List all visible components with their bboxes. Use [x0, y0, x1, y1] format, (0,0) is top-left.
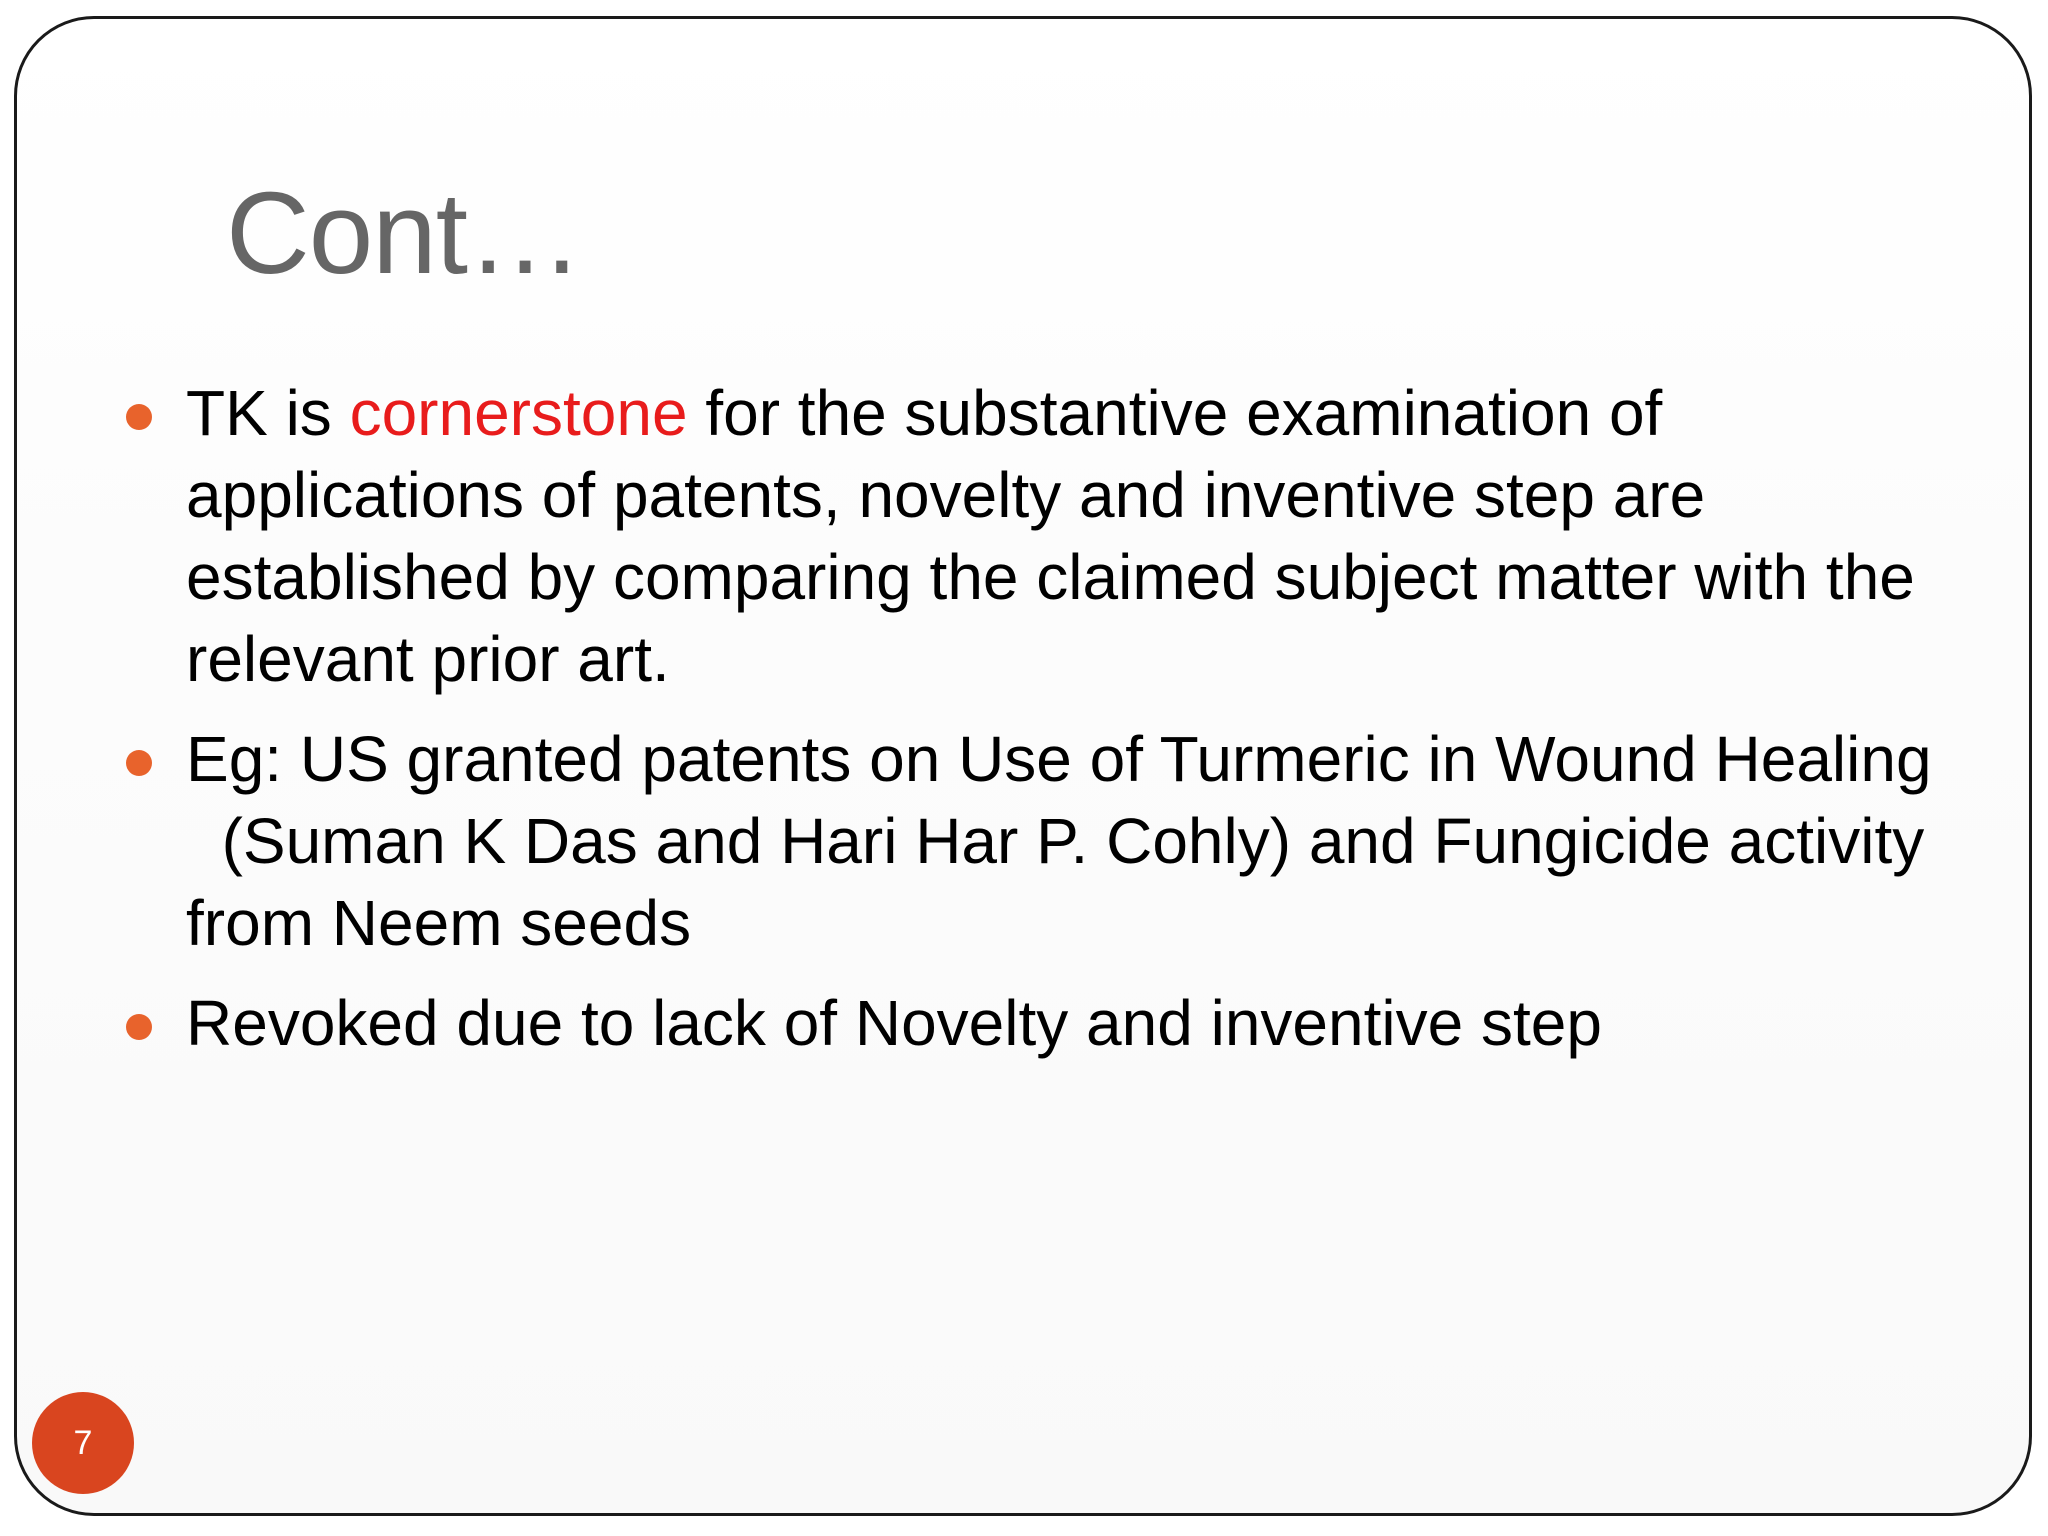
- bullet-dot-icon: [126, 750, 152, 776]
- bullet-text-after: for the substantive examination of applications of patents, novelty and inventive step are established by comparing the claimed subject matter with the relevant prior art.: [186, 377, 1915, 695]
- bullet-text: Eg: US granted patents on Use of Turmeric in Wound Healing (Suman K Das and Hari Har P. Cohly) and Fungicide activity from Neem seeds: [186, 723, 1932, 959]
- bullet-item-2: [126, 718, 1966, 964]
- bullet-list: [126, 372, 1966, 1082]
- slide-title: Cont…: [226, 168, 583, 298]
- bullet-dot-icon: [126, 404, 152, 430]
- bullet-dot-icon: [126, 1014, 152, 1040]
- bullet-item-1: [126, 372, 1966, 700]
- highlight-cornerstone: cornerstone: [349, 377, 688, 449]
- bullet-text-before: TK is: [186, 377, 350, 449]
- slide-number-badge: 7: [32, 1392, 134, 1494]
- bullet-text: Revoked due to lack of Novelty and inventive step: [186, 987, 1602, 1059]
- bullet-item-3: [126, 982, 1966, 1064]
